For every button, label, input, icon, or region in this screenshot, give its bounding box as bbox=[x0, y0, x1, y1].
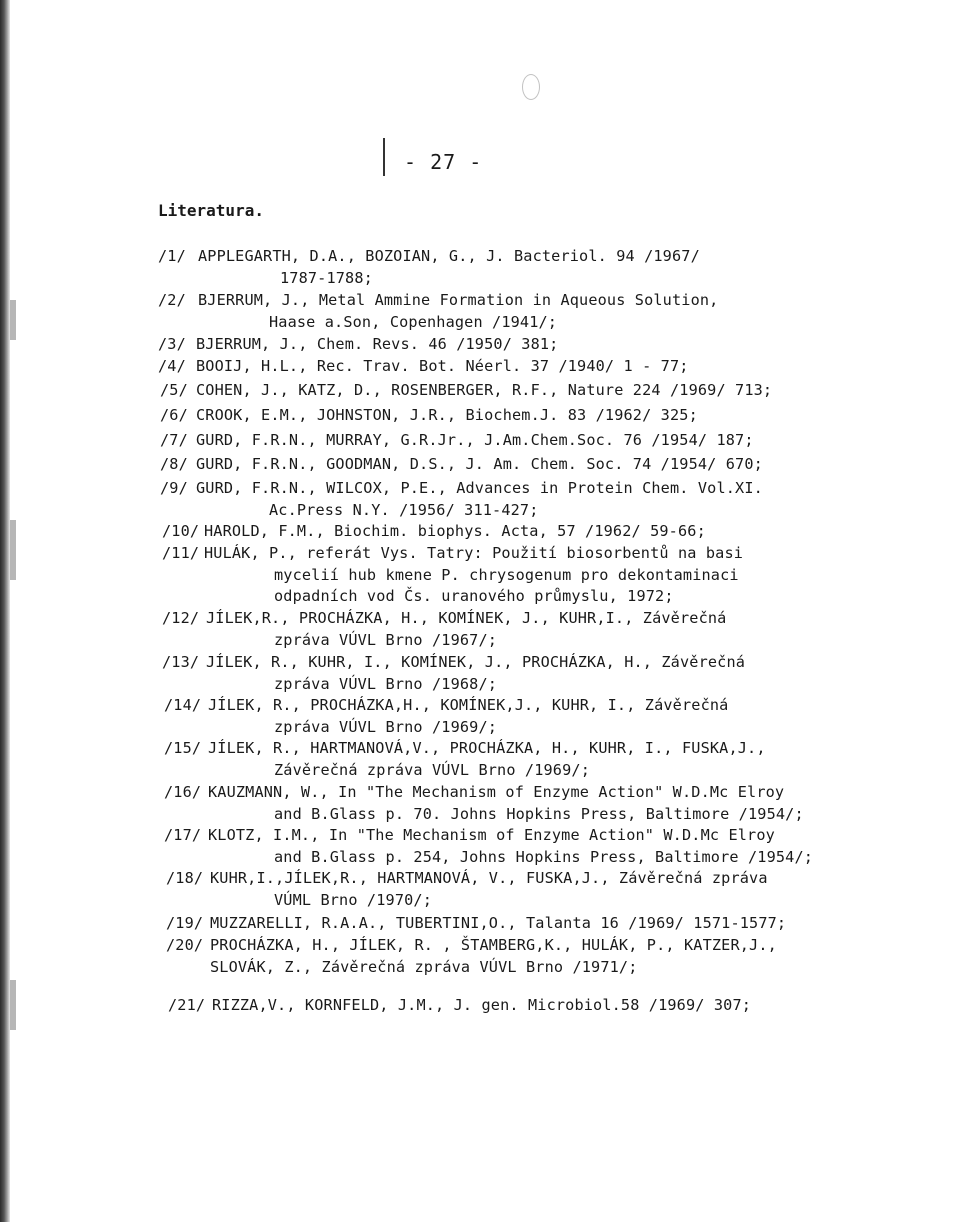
reference-number: /15/ bbox=[164, 739, 202, 757]
reference-entry: CROOK, E.M., JOHNSTON, J.R., Biochem.J. 83 /1962/ 325; bbox=[196, 406, 698, 424]
reference-entry: GURD, F.R.N., MURRAY, G.R.Jr., J.Am.Chem.Soc. 76 /1954/ 187; bbox=[196, 431, 754, 449]
reference-entry: JÍLEK,R., PROCHÁZKA, H., KOMÍNEK, J., KUHR,I., Závěrečná bbox=[206, 609, 727, 627]
reference-number: /19/ bbox=[166, 914, 204, 932]
reference-continuation: odpadních vod Čs. uranového průmyslu, 1972; bbox=[274, 587, 674, 605]
reference-entry: HULÁK, P., referát Vys. Tatry: Použití biosorbentů na basi bbox=[204, 544, 744, 562]
reference-entry: APPLEGARTH, D.A., BOZOIAN, G., J. Bacteriol. 94 /1967/ bbox=[198, 247, 700, 265]
reference-continuation: mycelií hub kmene P. chrysogenum pro dekontaminaci bbox=[274, 565, 739, 584]
reference-continuation: Závěrečná zpráva VÚVL Brno /1969/; bbox=[274, 760, 590, 779]
reference-entry: KLOTZ, I.M., In "The Mechanism of Enzyme Action" W.D.Mc Elroy bbox=[208, 826, 775, 844]
reference-number: /4/ bbox=[158, 357, 186, 375]
reference-entry: JÍLEK, R., HARTMANOVÁ,V., PROCHÁZKA, H., KUHR, I., FUSKA,J., bbox=[208, 739, 766, 757]
reference-number: /20/ bbox=[166, 936, 204, 954]
scan-speck bbox=[10, 980, 16, 1030]
reference-entry: RIZZA,V., KORNFELD, J.M., J. gen. Microbiol.58 /1969/ 307; bbox=[212, 996, 752, 1014]
reference-entry: BJERRUM, J., Metal Ammine Formation in Aqueous Solution, bbox=[198, 291, 719, 309]
page-number: - 27 - bbox=[404, 150, 483, 174]
reference-continuation: and B.Glass p. 254, Johns Hopkins Press, Baltimore /1954/; bbox=[274, 847, 814, 866]
reference-number: /17/ bbox=[164, 826, 202, 844]
scan-speck bbox=[10, 300, 16, 340]
reference-number: /8/ bbox=[160, 455, 188, 473]
reference-entry: JÍLEK, R., KUHR, I., KOMÍNEK, J., PROCHÁZKA, H., Závěrečná bbox=[206, 653, 746, 671]
reference-number: /3/ bbox=[158, 335, 186, 353]
reference-continuation: zpráva VÚVL Brno /1969/; bbox=[274, 717, 498, 736]
reference-number: /12/ bbox=[162, 609, 200, 627]
reference-entry: BOOIJ, H.L., Rec. Trav. Bot. Néerl. 37 /1940/ 1 - 77; bbox=[196, 357, 689, 375]
reference-continuation: Ac.Press N.Y. /1956/ 311-427; bbox=[269, 500, 539, 519]
reference-number: /11/ bbox=[162, 544, 200, 562]
reference-number: /10/ bbox=[162, 522, 200, 540]
reference-number: /21/ bbox=[168, 996, 206, 1014]
reference-entry: GURD, F.R.N., GOODMAN, D.S., J. Am. Chem. Soc. 74 /1954/ 670; bbox=[196, 455, 763, 473]
reference-continuation: VÚML Brno /1970/; bbox=[274, 890, 432, 909]
reference-entry: KAUZMANN, W., In "The Mechanism of Enzyme Action" W.D.Mc Elroy bbox=[208, 783, 785, 801]
reference-entry: BJERRUM, J., Chem. Revs. 46 /1950/ 381; bbox=[196, 335, 559, 353]
reference-entry: MUZZARELLI, R.A.A., TUBERTINI,O., Talanta 16 /1969/ 1571-1577; bbox=[210, 914, 787, 932]
reference-continuation: SLOVÁK, Z., Závěrečná zpráva VÚVL Brno /1971/; bbox=[210, 957, 638, 976]
reference-number: /5/ bbox=[160, 381, 188, 399]
reference-entry: HAROLD, F.M., Biochim. biophys. Acta, 57 /1962/ 59-66; bbox=[204, 522, 706, 540]
reference-number: /6/ bbox=[160, 406, 188, 424]
reference-number: /1/ bbox=[158, 247, 186, 265]
reference-continuation: zpráva VÚVL Brno /1967/; bbox=[274, 630, 498, 649]
reference-entry: PROCHÁZKA, H., JÍLEK, R. , ŠTAMBERG,K., HULÁK, P., KATZER,J., bbox=[210, 936, 777, 954]
scan-edge bbox=[0, 0, 10, 1222]
reference-number: /18/ bbox=[166, 869, 204, 887]
scan-speck bbox=[10, 520, 16, 580]
reference-entry: KUHR,I.,JÍLEK,R., HARTMANOVÁ, V., FUSKA,J., Závěrečná zpráva bbox=[210, 869, 768, 887]
reference-continuation: zpráva VÚVL Brno /1968/; bbox=[274, 674, 498, 693]
reference-number: /16/ bbox=[164, 783, 202, 801]
section-heading: Literatura. bbox=[158, 201, 264, 220]
reference-entry: JÍLEK, R., PROCHÁZKA,H., KOMÍNEK,J., KUHR, I., Závěrečná bbox=[208, 696, 729, 714]
reference-number: /13/ bbox=[162, 653, 200, 671]
reference-number: /9/ bbox=[160, 479, 188, 497]
reference-continuation: Haase a.Son, Copenhagen /1941/; bbox=[269, 312, 558, 331]
reference-number: /7/ bbox=[160, 431, 188, 449]
reference-entry: COHEN, J., KATZ, D., ROSENBERGER, R.F., Nature 224 /1969/ 713; bbox=[196, 381, 773, 399]
reference-continuation: and B.Glass p. 70. Johns Hopkins Press, Baltimore /1954/; bbox=[274, 804, 804, 823]
reference-number: /2/ bbox=[158, 291, 186, 309]
reference-continuation: 1787-1788; bbox=[280, 268, 373, 287]
margin-mark bbox=[383, 138, 385, 176]
reference-number: /14/ bbox=[164, 696, 202, 714]
ink-blot bbox=[522, 74, 540, 100]
reference-entry: GURD, F.R.N., WILCOX, P.E., Advances in Protein Chem. Vol.XI. bbox=[196, 479, 763, 497]
